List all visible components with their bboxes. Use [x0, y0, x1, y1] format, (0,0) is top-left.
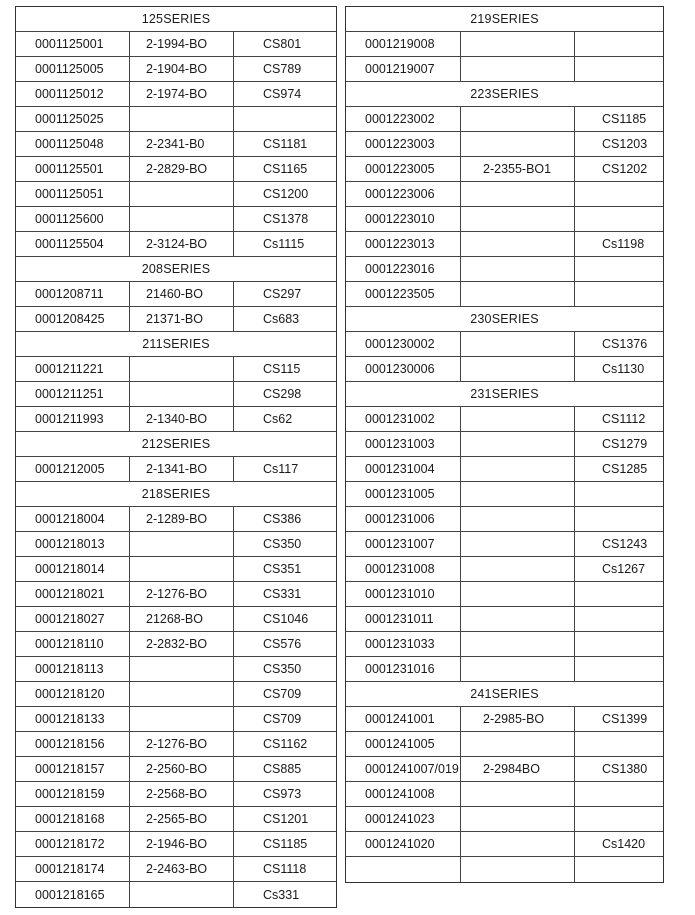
- table-row: [346, 607, 663, 632]
- cs-code-cell: CS1378: [233, 207, 336, 231]
- cross-reference-cell: 2-2984BO: [460, 757, 574, 781]
- part-number-cell: 0001231008: [365, 562, 435, 576]
- cross-reference-cell: [460, 207, 574, 231]
- cs-code-cell: Cs1420: [574, 832, 663, 856]
- cs-code-cell: [574, 182, 663, 206]
- part-number-cell: 0001125025: [35, 112, 104, 126]
- table-row: [16, 307, 336, 332]
- part-number-cell: 0001231006: [365, 512, 435, 526]
- cross-reference-cell: [129, 182, 233, 206]
- cs-code-cell: CS576: [233, 632, 336, 656]
- table-row: [16, 82, 336, 107]
- cs-code-cell: Cs62: [233, 407, 336, 431]
- series-header: 212SERIES: [16, 432, 336, 457]
- cross-reference-cell: [460, 582, 574, 606]
- cs-code-cell: CS350: [233, 532, 336, 556]
- table-row: [16, 182, 336, 207]
- cross-reference-cell: [460, 357, 574, 381]
- cross-reference-cell: [129, 107, 233, 131]
- cross-reference-cell: 21371-BO: [129, 307, 233, 331]
- cross-reference-cell: [460, 407, 574, 431]
- cross-reference-cell: 2-2832-BO: [129, 632, 233, 656]
- cs-code-cell: [574, 857, 663, 882]
- cross-reference-cell: [129, 657, 233, 681]
- table-row: [346, 732, 663, 757]
- part-number-cell: 0001231007: [365, 537, 435, 551]
- series-header: 218SERIES: [16, 482, 336, 507]
- table-row: [16, 532, 336, 557]
- cs-code-cell: Cs331: [233, 882, 336, 907]
- table-row: [346, 857, 663, 882]
- table-row: [346, 657, 663, 682]
- cs-code-cell: CS1185: [233, 832, 336, 856]
- table-row: [346, 232, 663, 257]
- cross-reference-cell: [460, 257, 574, 281]
- table-row: [16, 157, 336, 182]
- table-row: [16, 632, 336, 657]
- cs-code-cell: CS709: [233, 707, 336, 731]
- cs-code-cell: [233, 107, 336, 131]
- cs-code-cell: CS1200: [233, 182, 336, 206]
- cross-reference-cell: 2-1341-BO: [129, 457, 233, 481]
- table-row: [346, 557, 663, 582]
- cross-reference-cell: [129, 357, 233, 381]
- part-number-cell: 0001211993: [35, 412, 104, 426]
- right-parts-table: [345, 6, 664, 883]
- cross-reference-cell: [460, 557, 574, 581]
- part-number-cell: 0001241001: [365, 712, 435, 726]
- part-number-cell: 0001223016: [365, 262, 435, 276]
- cs-code-cell: [574, 482, 663, 506]
- cross-reference-cell: [129, 682, 233, 706]
- cs-code-cell: CS974: [233, 82, 336, 106]
- part-number-cell: 0001241007/019: [365, 762, 459, 776]
- cs-code-cell: CS973: [233, 782, 336, 806]
- table-row: [346, 207, 663, 232]
- part-number-cell: 0001218004: [35, 512, 105, 526]
- table-row: [16, 357, 336, 382]
- series-header: 208SERIES: [16, 257, 336, 282]
- table-row: [16, 232, 336, 257]
- cross-reference-cell: [129, 207, 233, 231]
- part-number-cell: 0001125600: [35, 212, 104, 226]
- part-number-cell: 0001219007: [365, 62, 435, 76]
- cs-code-cell: CS1165: [233, 157, 336, 181]
- cross-reference-cell: [129, 882, 233, 907]
- table-row: [16, 282, 336, 307]
- table-row: [16, 732, 336, 757]
- cross-reference-cell: [460, 732, 574, 756]
- cs-code-cell: CS1112: [574, 407, 663, 431]
- cross-reference-cell: [460, 432, 574, 456]
- part-number-cell: 0001230006: [365, 362, 435, 376]
- part-number-cell: [346, 857, 460, 882]
- table-row: [346, 432, 663, 457]
- table-row: [16, 107, 336, 132]
- part-number-cell: 0001231003: [365, 437, 435, 451]
- part-number-cell: 0001208425: [35, 312, 105, 326]
- cross-reference-cell: [460, 632, 574, 656]
- cs-code-cell: CS1181: [233, 132, 336, 156]
- part-number-cell: 0001219008: [365, 37, 435, 51]
- part-number-cell: 0001231016: [365, 662, 435, 676]
- cs-code-cell: CS1185: [574, 107, 663, 131]
- part-number-cell: 0001241020: [365, 837, 435, 851]
- cs-code-cell: CS1243: [574, 532, 663, 556]
- cs-code-cell: CS709: [233, 682, 336, 706]
- part-number-cell: 0001230002: [365, 337, 435, 351]
- part-number-cell: 0001218013: [35, 537, 105, 551]
- table-row: [16, 32, 336, 57]
- cs-code-cell: CS115: [233, 357, 336, 381]
- cross-reference-cell: 2-1340-BO: [129, 407, 233, 431]
- table-row: [346, 832, 663, 857]
- cross-reference-cell: [460, 32, 574, 56]
- series-header: 231SERIES: [346, 382, 663, 407]
- table-row: [346, 532, 663, 557]
- table-row: [16, 782, 336, 807]
- cs-code-cell: [574, 807, 663, 831]
- cs-code-cell: Cs1267: [574, 557, 663, 581]
- table-row: [16, 57, 336, 82]
- cs-code-cell: Cs1198: [574, 232, 663, 256]
- cs-code-cell: CS1399: [574, 707, 663, 731]
- cs-code-cell: Cs1115: [233, 232, 336, 256]
- table-row: [16, 132, 336, 157]
- part-number-cell: 0001223013: [365, 237, 435, 251]
- cross-reference-cell: [460, 507, 574, 531]
- cs-code-cell: CS1285: [574, 457, 663, 481]
- table-row: [346, 182, 663, 207]
- part-number-cell: 0001231010: [365, 587, 435, 601]
- cs-code-cell: CS885: [233, 757, 336, 781]
- cross-reference-cell: [129, 707, 233, 731]
- series-header: 230SERIES: [346, 307, 663, 332]
- table-row: [346, 782, 663, 807]
- cs-code-cell: [574, 57, 663, 81]
- cs-code-cell: [574, 282, 663, 306]
- cross-reference-cell: 2-1974-BO: [129, 82, 233, 106]
- part-number-cell: 0001218120: [35, 687, 105, 701]
- table-row: [346, 357, 663, 382]
- cross-reference-cell: [460, 532, 574, 556]
- table-row: [346, 757, 663, 782]
- table-row: [16, 582, 336, 607]
- part-number-cell: 0001223002: [365, 112, 435, 126]
- cross-reference-cell: 2-2463-BO: [129, 857, 233, 881]
- cs-code-cell: CS1279: [574, 432, 663, 456]
- part-number-cell: 0001218157: [35, 762, 105, 776]
- cs-code-cell: [574, 632, 663, 656]
- cross-reference-cell: 2-2341-B0: [129, 132, 233, 156]
- part-number-cell: 0001223006: [365, 187, 435, 201]
- table-row: [346, 507, 663, 532]
- cs-code-cell: [574, 257, 663, 281]
- cross-reference-cell: [460, 857, 574, 882]
- cs-code-cell: CS1201: [233, 807, 336, 831]
- part-number-cell: 0001125048: [35, 137, 104, 151]
- table-row: [346, 107, 663, 132]
- series-header: 211SERIES: [16, 332, 336, 357]
- part-number-cell: 0001231011: [365, 612, 434, 626]
- cs-code-cell: CS1202: [574, 157, 663, 181]
- table-row: [16, 857, 336, 882]
- part-number-cell: 0001223505: [365, 287, 435, 301]
- table-row: [346, 482, 663, 507]
- cs-code-cell: CS1118: [233, 857, 336, 881]
- cs-code-cell: [574, 582, 663, 606]
- table-row: [346, 582, 663, 607]
- cs-code-cell: CS1376: [574, 332, 663, 356]
- table-row: [346, 332, 663, 357]
- table-row: [16, 407, 336, 432]
- cross-reference-cell: 2-1276-BO: [129, 732, 233, 756]
- table-row: [16, 757, 336, 782]
- table-row: [16, 207, 336, 232]
- series-header: 219SERIES: [346, 7, 663, 32]
- table-row: [346, 457, 663, 482]
- cross-reference-cell: [460, 607, 574, 631]
- table-row: [16, 457, 336, 482]
- series-header: 223SERIES: [346, 82, 663, 107]
- part-number-cell: 0001218110: [35, 637, 104, 651]
- part-number-cell: 0001218172: [35, 837, 105, 851]
- cs-code-cell: CS351: [233, 557, 336, 581]
- cs-code-cell: [574, 607, 663, 631]
- cs-code-cell: CS298: [233, 382, 336, 406]
- table-row: [346, 257, 663, 282]
- table-row: [16, 682, 336, 707]
- part-number-cell: 0001218165: [35, 887, 105, 902]
- cs-code-cell: Cs117: [233, 457, 336, 481]
- cross-reference-cell: [129, 557, 233, 581]
- table-row: [346, 407, 663, 432]
- cs-code-cell: CS297: [233, 282, 336, 306]
- part-number-cell: 0001125051: [35, 187, 104, 201]
- cross-reference-cell: [460, 457, 574, 481]
- cross-reference-cell: 21268-BO: [129, 607, 233, 631]
- cs-code-cell: CS1162: [233, 732, 336, 756]
- part-number-cell: 0001125504: [35, 237, 104, 251]
- cs-code-cell: [574, 207, 663, 231]
- cross-reference-cell: 2-1994-BO: [129, 32, 233, 56]
- part-number-cell: 0001211221: [35, 362, 104, 376]
- left-parts-table: [15, 6, 337, 908]
- table-row: [16, 557, 336, 582]
- table-row: [346, 707, 663, 732]
- table-row: [346, 807, 663, 832]
- table-row: [16, 832, 336, 857]
- part-number-cell: 0001125012: [35, 87, 104, 101]
- cs-code-cell: CS1046: [233, 607, 336, 631]
- cross-reference-cell: 2-2355-BO1: [460, 157, 574, 181]
- table-row: [346, 282, 663, 307]
- part-number-cell: 0001125005: [35, 62, 104, 76]
- table-row: [16, 807, 336, 832]
- cs-code-cell: CS331: [233, 582, 336, 606]
- cs-code-cell: [574, 782, 663, 806]
- table-row: [346, 132, 663, 157]
- cross-reference-cell: 2-1946-BO: [129, 832, 233, 856]
- cross-reference-cell: [460, 57, 574, 81]
- cross-reference-cell: 2-1289-BO: [129, 507, 233, 531]
- series-header: 241SERIES: [346, 682, 663, 707]
- part-number-cell: 0001241005: [365, 737, 435, 751]
- part-number-cell: 0001231004: [365, 462, 435, 476]
- cross-reference-cell: 2-2985-BO: [460, 707, 574, 731]
- cross-reference-cell: 2-2829-BO: [129, 157, 233, 181]
- part-number-cell: 0001223003: [365, 137, 435, 151]
- part-number-cell: 0001218133: [35, 712, 105, 726]
- table-row: [346, 632, 663, 657]
- part-number-cell: 0001241023: [365, 812, 435, 826]
- part-number-cell: 0001218159: [35, 787, 105, 801]
- cs-code-cell: [574, 657, 663, 681]
- part-number-cell: 0001125001: [35, 37, 104, 51]
- cs-code-cell: [574, 507, 663, 531]
- part-number-cell: 0001241008: [365, 787, 435, 801]
- cross-reference-cell: 21460-BO: [129, 282, 233, 306]
- cross-reference-cell: [460, 332, 574, 356]
- cs-code-cell: [574, 732, 663, 756]
- part-number-cell: 0001218113: [35, 662, 104, 676]
- cross-reference-cell: 2-1904-BO: [129, 57, 233, 81]
- cross-reference-cell: [460, 132, 574, 156]
- part-number-cell: 0001125501: [35, 162, 104, 176]
- part-number-cell: 0001218027: [35, 612, 105, 626]
- cross-reference-cell: 2-1276-BO: [129, 582, 233, 606]
- part-number-cell: 0001223005: [365, 162, 435, 176]
- part-number-cell: 0001218168: [35, 812, 105, 826]
- table-row: [16, 882, 336, 907]
- table-row: [16, 607, 336, 632]
- cs-code-cell: [574, 32, 663, 56]
- cross-reference-cell: [129, 382, 233, 406]
- cross-reference-cell: [460, 807, 574, 831]
- cross-reference-cell: [460, 232, 574, 256]
- cs-code-cell: CS1203: [574, 132, 663, 156]
- part-number-cell: 0001231002: [365, 412, 435, 426]
- part-number-cell: 0001218174: [35, 862, 105, 876]
- part-number-cell: 0001218014: [35, 562, 105, 576]
- cross-reference-cell: [460, 782, 574, 806]
- part-number-cell: 0001208711: [35, 287, 104, 301]
- table-row: [16, 507, 336, 532]
- cross-reference-cell: [129, 532, 233, 556]
- table-row: [346, 57, 663, 82]
- cs-code-cell: CS789: [233, 57, 336, 81]
- table-row: [16, 707, 336, 732]
- part-number-cell: 0001211251: [35, 387, 104, 401]
- cross-reference-cell: [460, 282, 574, 306]
- cross-reference-cell: [460, 657, 574, 681]
- table-row: [16, 382, 336, 407]
- part-number-cell: 0001231005: [365, 487, 435, 501]
- table-row: [346, 32, 663, 57]
- series-header: 125SERIES: [16, 7, 336, 32]
- cs-code-cell: Cs683: [233, 307, 336, 331]
- part-number-cell: 0001223010: [365, 212, 435, 226]
- cross-reference-cell: [460, 182, 574, 206]
- cross-reference-cell: 2-2565-BO: [129, 807, 233, 831]
- cross-reference-cell: 2-2560-BO: [129, 757, 233, 781]
- table-row: [346, 157, 663, 182]
- cross-reference-cell: [460, 482, 574, 506]
- cs-code-cell: CS801: [233, 32, 336, 56]
- part-number-cell: 0001231033: [365, 637, 435, 651]
- cross-reference-cell: 2-3124-BO: [129, 232, 233, 256]
- cross-reference-cell: [460, 832, 574, 856]
- part-number-cell: 0001212005: [35, 462, 105, 476]
- cs-code-cell: CS1380: [574, 757, 663, 781]
- cross-reference-cell: 2-2568-BO: [129, 782, 233, 806]
- cs-code-cell: CS386: [233, 507, 336, 531]
- cs-code-cell: CS350: [233, 657, 336, 681]
- cross-reference-cell: [460, 107, 574, 131]
- part-number-cell: 0001218156: [35, 737, 105, 751]
- cs-code-cell: Cs1130: [574, 357, 663, 381]
- table-row: [16, 657, 336, 682]
- part-number-cell: 0001218021: [35, 587, 105, 601]
